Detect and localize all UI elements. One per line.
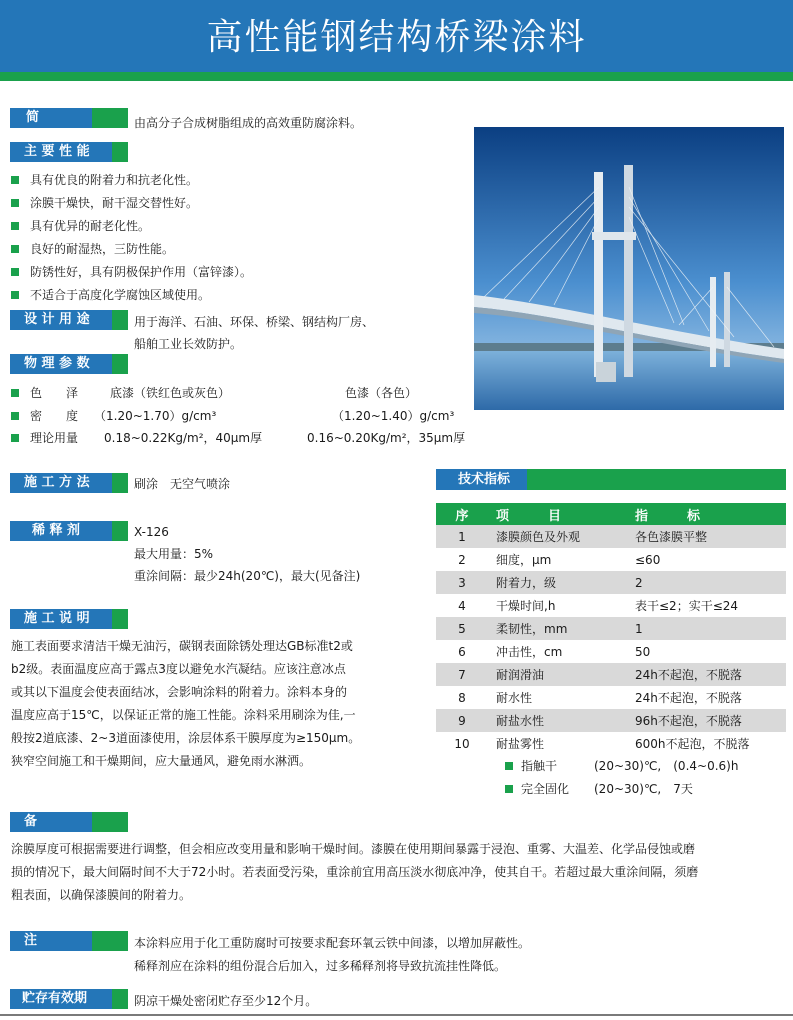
- section-performance-header: [10, 142, 128, 162]
- section-intro-header: [10, 108, 128, 128]
- section-intro-label: 简: [10, 108, 92, 128]
- physical-topcoat: 0.16~0.20Kg/m²，35μm厚: [307, 431, 466, 445]
- column-header: 序: [436, 503, 488, 525]
- row-value: 1: [633, 617, 786, 640]
- table-row: [436, 548, 786, 571]
- remarks-line: 粗表面，以确保漆膜间的附着力。: [11, 888, 192, 902]
- drying-label: 完全固化: [521, 782, 570, 796]
- performance-item: 不适合于高度化学腐蚀区域使用。: [30, 288, 211, 302]
- bullet-icon: [11, 268, 19, 276]
- section-instructions-header: [10, 609, 128, 629]
- table-row: [436, 571, 786, 594]
- row-value: 2: [633, 571, 786, 594]
- bullet-icon: [11, 291, 19, 299]
- section-method-header: [10, 473, 128, 493]
- row-item: 冲击性，cm: [488, 640, 633, 663]
- row-item: 耐盐水性: [488, 709, 633, 732]
- bridge-photo: [474, 127, 784, 410]
- section-physical-header: [10, 354, 128, 374]
- section-usage-label: 设 计 用 途: [10, 310, 112, 330]
- physical-name: 密 度: [30, 409, 79, 423]
- instructions-line: 施工表面要求清洁干燥无油污，碳钢表面除锈处理达GB标准t2或: [11, 639, 353, 653]
- bullet-icon: [11, 412, 19, 420]
- thinner-text-line2: 最大用量：5%: [134, 547, 214, 561]
- usage-text-line1: 用于海洋、石油、环保、桥梁、钢结构厂房、: [134, 315, 375, 329]
- title-banner: [0, 0, 793, 72]
- instructions-line: 温度应高于15℃，以保证正常的施工性能。涂料采用刷涂为佳,一: [11, 708, 356, 722]
- section-storage-header: [10, 989, 128, 1009]
- section-physical-label: 物 理 参 数: [10, 354, 112, 374]
- usage-text-line2: 船舶工业长效防护。: [134, 337, 243, 351]
- bullet-icon: [505, 785, 513, 793]
- notes-line2: 稀释剂应在涂料的组份混合后加入，过多稀释剂将导致抗流挂性降低。: [134, 959, 507, 973]
- bullet-icon: [505, 762, 513, 770]
- row-number: 8: [436, 686, 488, 709]
- spec-table: [436, 503, 786, 755]
- table-row: [436, 709, 786, 732]
- section-notes-header: [10, 931, 128, 951]
- row-item: 干燥时间,h: [488, 594, 633, 617]
- bottom-divider: [0, 1014, 793, 1016]
- remarks-line: 涂膜厚度可根据需要进行调整，但会相应改变用量和影响干燥时间。漆膜在使用期间暴露于浸泡、重雾、大温差、化学品侵蚀或磨: [11, 842, 696, 856]
- section-thinner-header: [10, 521, 128, 541]
- method-text: 刷涂 无空气喷涂: [134, 477, 231, 491]
- row-item: 耐盐雾性: [488, 732, 633, 755]
- performance-item: 具有优异的耐老化性。: [30, 219, 151, 233]
- instructions-line: 或其以下温度会使表面结冰，会影响涂料的附着力。涂料本身的: [11, 685, 348, 699]
- thinner-text-line3: 重涂间隔：最少24h(20℃)，最大(见备注): [134, 569, 361, 583]
- table-row: [436, 594, 786, 617]
- row-number: 5: [436, 617, 488, 640]
- row-number: 3: [436, 571, 488, 594]
- performance-item: 防锈性好，具有阴极保护作用（富锌漆）。: [30, 265, 253, 279]
- intro-text: 由高分子合成树脂组成的高效重防腐涂料。: [134, 116, 363, 130]
- row-value: 表干≤2；实干≤24: [633, 594, 786, 617]
- table-row: [436, 732, 786, 755]
- row-item: 耐润滑油: [488, 663, 633, 686]
- row-number: 4: [436, 594, 488, 617]
- drying-value: (20~30)℃, 7天: [594, 782, 693, 796]
- row-value: ≤60: [633, 548, 786, 571]
- physical-topcoat: 色漆（各色）: [345, 386, 418, 400]
- bullet-icon: [11, 176, 19, 184]
- thinner-text-line1: X-126: [134, 525, 169, 539]
- row-item: 细度，μm: [488, 548, 633, 571]
- performance-item: 涂膜干燥快，耐干湿交替性好。: [30, 196, 199, 210]
- table-row: [436, 663, 786, 686]
- bullet-icon: [11, 389, 19, 397]
- row-number: 1: [436, 525, 488, 548]
- physical-name: 理论用量: [30, 431, 79, 445]
- row-value: 24h不起泡，不脱落: [633, 663, 786, 686]
- row-item: 柔韧性，mm: [488, 617, 633, 640]
- row-item: 附着力，级: [488, 571, 633, 594]
- table-row: [436, 640, 786, 663]
- page-title: 高性能钢结构桥梁涂料: [206, 17, 587, 58]
- row-number: 9: [436, 709, 488, 732]
- section-remarks-label: 备: [10, 812, 92, 832]
- row-item: 耐水性: [488, 686, 633, 709]
- row-number: 7: [436, 663, 488, 686]
- table-row: [436, 686, 786, 709]
- instructions-line: 般按2道底漆、2~3道面漆使用，涂层体系干膜厚度为≥150μm。: [11, 731, 361, 745]
- row-value: 各色漆膜平整: [633, 525, 786, 548]
- bullet-icon: [11, 245, 19, 253]
- column-header: 指 标: [633, 503, 786, 525]
- instructions-line: 狭窄空间施工和干燥期间，应大量通风，避免雨水淋洒。: [11, 754, 312, 768]
- row-value: 24h不起泡，不脱落: [633, 686, 786, 709]
- row-value: 50: [633, 640, 786, 663]
- physical-primer: 底漆（铁红色或灰色）: [110, 386, 231, 400]
- drying-label: 指触干: [521, 759, 558, 773]
- section-performance-label: 主 要 性 能: [10, 142, 112, 162]
- physical-topcoat: （1.20~1.40）g/cm³: [332, 409, 455, 423]
- row-value: 600h不起泡，不脱落: [633, 732, 786, 755]
- bullet-icon: [11, 434, 19, 442]
- row-item: 漆膜颜色及外观: [488, 525, 633, 548]
- section-notes-label: 注: [10, 931, 92, 951]
- table-row: [436, 525, 786, 548]
- bullet-icon: [11, 199, 19, 207]
- performance-item: 良好的耐湿热，三防性能。: [30, 242, 175, 256]
- table-row: [436, 617, 786, 640]
- column-header: 项 目: [488, 503, 633, 525]
- section-instructions-label: 施 工 说 明: [10, 609, 112, 629]
- performance-item: 具有优良的附着力和抗老化性。: [30, 173, 199, 187]
- physical-primer: （1.20~1.70）g/cm³: [94, 409, 217, 423]
- row-number: 6: [436, 640, 488, 663]
- spec-table-header-row: [436, 503, 786, 525]
- row-number: 10: [436, 732, 488, 755]
- section-storage-label: 贮存有效期: [10, 989, 112, 1009]
- section-thinner-label: 稀 释 剂: [10, 521, 112, 541]
- row-value: 96h不起泡，不脱落: [633, 709, 786, 732]
- notes-line1: 本涂料应用于化工重防腐时可按要求配套环氧云铁中间漆，以增加屏蔽性。: [134, 936, 531, 950]
- title-stripe: [0, 72, 793, 81]
- drying-value: (20~30)℃, (0.4~0.6)h: [594, 759, 739, 773]
- storage-text: 阴凉干燥处密闭贮存至少12个月。: [134, 994, 318, 1008]
- remarks-line: 损的情况下，最大间隔时间不大于72小时。若表面受污染，重涂前宜用高压淡水彻底冲净，使其自干。若超过最大重涂间隔，须磨: [11, 865, 699, 879]
- instructions-line: b2级。表面温度应高于露点3度以避免水汽凝结。应该注意冰点: [11, 662, 346, 676]
- section-method-label: 施 工 方 法: [10, 473, 112, 493]
- physical-primer: 0.18~0.22Kg/m²，40μm厚: [104, 431, 263, 445]
- section-usage-header: [10, 310, 128, 330]
- bullet-icon: [11, 222, 19, 230]
- section-remarks-header: [10, 812, 128, 832]
- spec-label: 技术指标: [436, 469, 527, 490]
- physical-name: 色 泽: [30, 386, 79, 400]
- row-number: 2: [436, 548, 488, 571]
- spec-header: [436, 469, 786, 490]
